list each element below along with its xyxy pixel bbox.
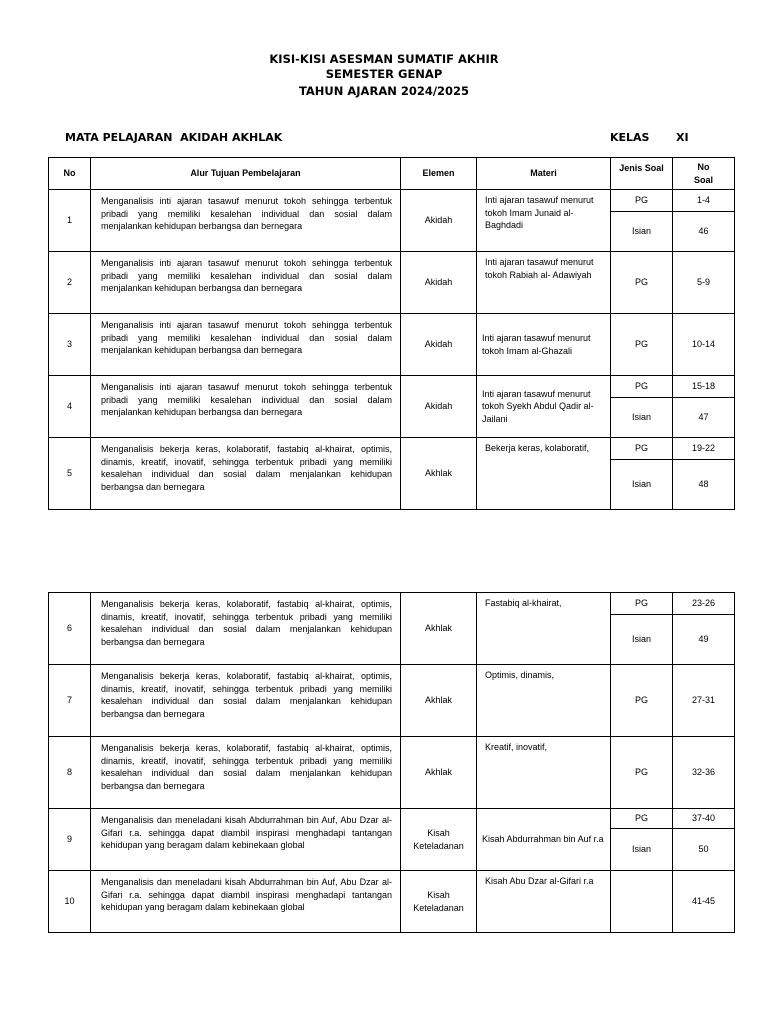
row-atp: Menganalisis inti ajaran tasawuf menurut tokoh sehingga terbentuk pribadi yang memiliki kesalehan individual dan sosial dalam menjalankan kehidupan berbangsa dan bernegara <box>101 320 392 355</box>
kisi-table-page-1 <box>48 157 735 510</box>
row-no: 1 <box>49 190 91 252</box>
row-atp-cell <box>91 737 401 809</box>
row-no-soal: 41-45 <box>673 871 735 933</box>
row-jenis-soal: PG <box>611 809 673 829</box>
row-no-soal: 46 <box>673 212 735 252</box>
header-no: No <box>49 158 91 190</box>
row-elemen: Akidah <box>401 190 477 252</box>
title-line-2: SEMESTER GENAP <box>325 67 443 81</box>
row-materi: Fastabiq al-khairat, <box>477 593 611 665</box>
row-jenis-soal: PG <box>611 252 673 314</box>
header-materi: Materi <box>477 158 611 190</box>
row-jenis-soal: PG <box>611 314 673 376</box>
table-row <box>49 593 735 615</box>
header-jenis-soal: Jenis Soal <box>611 158 673 190</box>
row-atp: Menganalisis inti ajaran tasawuf menurut tokoh sehingga terbentuk pribadi yang memiliki kesalehan individual dan sosial dalam menjalankan kehidupan berbangsa dan bernegara <box>101 382 392 417</box>
row-elemen: Akhlak <box>401 737 477 809</box>
header-no-soal <box>673 158 735 190</box>
row-no-soal: 1-4 <box>673 190 735 212</box>
row-elemen: Akhlak <box>401 593 477 665</box>
row-no-soal: 32-36 <box>673 737 735 809</box>
row-no: 2 <box>49 252 91 314</box>
row-materi: Inti ajaran tasawuf menurut tokoh Imam al-Ghazali <box>477 314 611 376</box>
title-line-3: TAHUN AJARAN 2024/2025 <box>298 84 470 98</box>
row-atp: Menganalisis inti ajaran tasawuf menurut tokoh sehingga terbentuk pribadi yang memiliki kesalehan individual dan sosial dalam menjalankan kehidupan berbangsa dan bernegara <box>101 196 392 231</box>
row-materi: Kisah Abdurrahman bin Auf r.a <box>477 809 611 871</box>
row-no: 3 <box>49 314 91 376</box>
row-atp: Menganalisis inti ajaran tasawuf menurut tokoh sehingga terbentuk pribadi yang memiliki kesalehan individual dan sosial dalam menjalankan kehidupan berbangsa dan bernegara <box>101 258 392 293</box>
row-atp: Menganalisis bekerja keras, kolaboratif, fastabiq al-khairat, optimis, dinamis, kreatif, inovatif, sehingga terbentuk pribadi yang memiliki kesalehan individual dan sosial dalam menjalankan kehidupan berbangsa dan bernegara <box>101 671 392 719</box>
row-materi: Bekerja keras, kolaboratif, <box>477 438 611 510</box>
row-jenis-soal: Isian <box>611 398 673 438</box>
row-jenis-soal: Isian <box>611 829 673 871</box>
row-elemen: Kisah Keteladanan <box>401 871 477 933</box>
row-no-soal: 50 <box>673 829 735 871</box>
row-atp: Menganalisis bekerja keras, kolaboratif, fastabiq al-khairat, optimis, dinamis, kreatif, inovatif, sehingga terbentuk pribadi yang memiliki kesalehan individual dan sosial dalam menjalankan kehidupan berbangsa dan bernegara <box>101 743 392 791</box>
row-jenis-soal: PG <box>611 737 673 809</box>
row-atp-cell <box>91 665 401 737</box>
row-materi: Kisah Abu Dzar al-Gifari r.a <box>477 871 611 933</box>
row-materi: Optimis, dinamis, <box>477 665 611 737</box>
header-no-soal-line2: Soal <box>693 174 713 185</box>
header-atp: Alur Tujuan Pembelajaran <box>91 158 401 190</box>
table-row <box>49 314 735 376</box>
table-row <box>49 737 735 809</box>
row-atp-cell <box>91 376 401 438</box>
table-row <box>49 252 735 314</box>
row-elemen: Akidah <box>401 252 477 314</box>
row-atp-cell <box>91 314 401 376</box>
row-no-soal: 48 <box>673 460 735 510</box>
row-no-soal: 27-31 <box>673 665 735 737</box>
row-no: 4 <box>49 376 91 438</box>
row-materi: Inti ajaran tasawuf menurut tokoh Rabiah al- Adawiyah <box>477 252 611 314</box>
table-row <box>49 190 735 212</box>
row-elemen: Akhlak <box>401 438 477 510</box>
row-jenis-soal: PG <box>611 376 673 398</box>
row-jenis-soal: PG <box>611 665 673 737</box>
row-materi: Inti ajaran tasawuf menurut tokoh Imam Junaid al-Baghdadi <box>477 190 611 252</box>
row-atp: Menganalisis bekerja keras, kolaboratif, fastabiq al-khairat, optimis, dinamis, kreatif, inovatif, sehingga terbentuk pribadi yang memiliki kesalehan individual dan sosial dalam menjalankan kehidupan berbangsa dan bernegara <box>101 444 392 492</box>
header-elemen: Elemen <box>401 158 477 190</box>
row-atp-cell <box>91 593 401 665</box>
row-no: 10 <box>49 871 91 933</box>
row-materi: Inti ajaran tasawuf menurut tokoh Syekh Abdul Qadir al-Jailani <box>477 376 611 438</box>
class-value: XI <box>676 131 689 144</box>
row-no: 6 <box>49 593 91 665</box>
table-row <box>49 665 735 737</box>
table-row <box>49 438 735 460</box>
row-no-soal: 47 <box>673 398 735 438</box>
row-atp-cell <box>91 871 401 933</box>
row-no-soal: 37-40 <box>673 809 735 829</box>
row-no: 7 <box>49 665 91 737</box>
row-elemen: Akidah <box>401 314 477 376</box>
row-jenis-soal: Isian <box>611 212 673 252</box>
row-no-soal: 15-18 <box>673 376 735 398</box>
row-atp: Menganalisis dan meneladani kisah Abdurrahman bin Auf, Abu Dzar al- Gifari r.a. sehingga dapat diambil inspirasi menghadapi tantangan kehidupan yang beragam dalam kebinekaan global <box>101 877 392 912</box>
row-no-soal: 10-14 <box>673 314 735 376</box>
row-no: 5 <box>49 438 91 510</box>
row-atp: Menganalisis bekerja keras, kolaboratif, fastabiq al-khairat, optimis, dinamis, kreatif, inovatif, sehingga terbentuk pribadi yang memiliki kesalehan individual dan sosial dalam menjalankan kehidupan berbangsa dan bernegara <box>101 599 392 647</box>
row-atp-cell <box>91 252 401 314</box>
table-row <box>49 809 735 829</box>
title-line-1: KISI-KISI ASESMAN SUMATIF AKHIR <box>269 52 499 66</box>
class-label: KELAS <box>610 131 650 144</box>
row-atp-cell <box>91 190 401 252</box>
row-no-soal: 49 <box>673 615 735 665</box>
row-no: 9 <box>49 809 91 871</box>
row-no-soal: 19-22 <box>673 438 735 460</box>
row-jenis-soal: PG <box>611 438 673 460</box>
row-atp-cell <box>91 438 401 510</box>
row-no-soal: 23-26 <box>673 593 735 615</box>
row-jenis-soal: PG <box>611 190 673 212</box>
row-jenis-soal: Isian <box>611 615 673 665</box>
subject-label: MATA PELAJARAN AKIDAH AKHLAK <box>65 131 283 144</box>
row-elemen: Akidah <box>401 376 477 438</box>
row-jenis-soal <box>611 871 673 933</box>
kisi-table-page-2 <box>48 592 735 933</box>
table-row <box>49 376 735 398</box>
row-no-soal: 5-9 <box>673 252 735 314</box>
row-elemen: Akhlak <box>401 665 477 737</box>
row-elemen: Kisah Keteladanan <box>401 809 477 871</box>
header-no-soal-line1: No <box>697 162 710 172</box>
table-row <box>49 871 735 933</box>
row-jenis-soal: PG <box>611 593 673 615</box>
row-atp: Menganalisis dan meneladani kisah Abdurrahman bin Auf, Abu Dzar al- Gifari r.a. sehingga dapat diambil inspirasi menghadapi tantangan kehidupan yang beragam dalam kebinekaan global <box>101 815 392 850</box>
row-no: 8 <box>49 737 91 809</box>
row-materi: Kreatif, inovatif, <box>477 737 611 809</box>
row-jenis-soal: Isian <box>611 460 673 510</box>
row-atp-cell <box>91 809 401 871</box>
